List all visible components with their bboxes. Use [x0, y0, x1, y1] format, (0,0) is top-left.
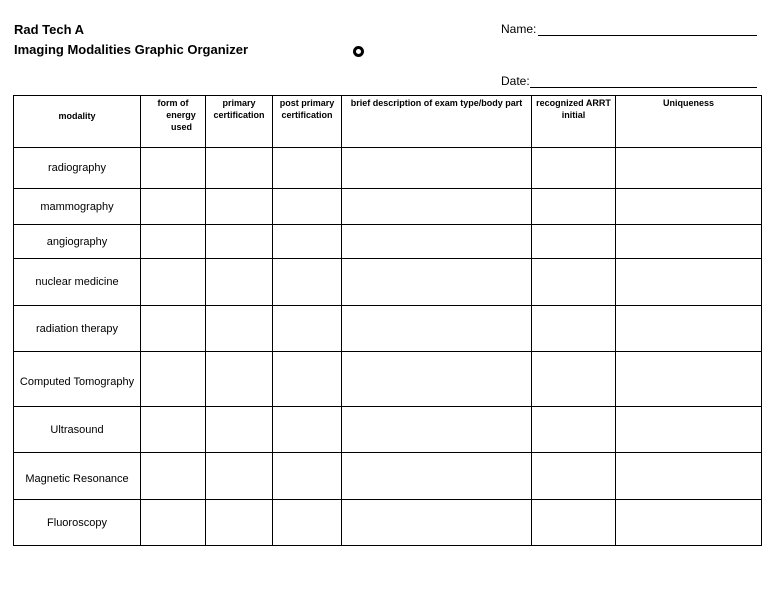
- table-row: [14, 225, 762, 259]
- blank-entry-cell[interactable]: [342, 500, 532, 546]
- blank-entry-cell[interactable]: [532, 453, 616, 500]
- blank-entry-cell[interactable]: [206, 352, 273, 407]
- blank-entry-cell[interactable]: [616, 352, 762, 407]
- modality-cell: mammography: [14, 189, 141, 225]
- table-row: [14, 306, 762, 352]
- blank-entry-cell[interactable]: [273, 225, 342, 259]
- blank-entry-cell[interactable]: [206, 225, 273, 259]
- document-subtitle: Imaging Modalities Graphic Organizer: [14, 42, 249, 57]
- blank-entry-cell[interactable]: [206, 453, 273, 500]
- blank-entry-cell[interactable]: [141, 225, 206, 259]
- column-header-form-of-energy: form of energy used: [141, 96, 206, 148]
- blank-entry-cell[interactable]: [273, 500, 342, 546]
- circle-icon: [353, 46, 364, 57]
- blank-entry-cell[interactable]: [616, 148, 762, 189]
- table-row: [14, 189, 762, 225]
- blank-entry-cell[interactable]: [616, 500, 762, 546]
- blank-entry-cell[interactable]: [141, 189, 206, 225]
- column-header-arrt-initial: recognized ARRT initial: [532, 96, 616, 148]
- blank-entry-cell[interactable]: [616, 453, 762, 500]
- column-header-post-primary-certification: post primary certification: [273, 96, 342, 148]
- blank-entry-cell[interactable]: [532, 352, 616, 407]
- blank-entry-cell[interactable]: [273, 259, 342, 306]
- blank-entry-cell[interactable]: [532, 306, 616, 352]
- blank-entry-cell[interactable]: [273, 352, 342, 407]
- blank-entry-cell[interactable]: [141, 453, 206, 500]
- column-header-primary-certification: primary certification: [206, 96, 273, 148]
- blank-entry-cell[interactable]: [206, 259, 273, 306]
- blank-entry-cell[interactable]: [141, 259, 206, 306]
- table-row: [14, 407, 762, 453]
- blank-entry-cell[interactable]: [616, 225, 762, 259]
- blank-entry-cell[interactable]: [532, 225, 616, 259]
- blank-entry-cell[interactable]: [342, 407, 532, 453]
- blank-entry-cell[interactable]: [273, 148, 342, 189]
- blank-entry-cell[interactable]: [206, 189, 273, 225]
- blank-entry-cell[interactable]: [141, 352, 206, 407]
- blank-entry-cell[interactable]: [616, 189, 762, 225]
- blank-entry-cell[interactable]: [206, 306, 273, 352]
- blank-entry-cell[interactable]: [273, 453, 342, 500]
- blank-entry-cell[interactable]: [206, 148, 273, 189]
- blank-entry-cell[interactable]: [532, 407, 616, 453]
- blank-entry-cell[interactable]: [141, 148, 206, 189]
- blank-entry-cell[interactable]: [532, 189, 616, 225]
- modality-cell: Fluoroscopy: [14, 500, 141, 546]
- modality-cell: radiography: [14, 148, 141, 189]
- column-header-uniqueness: Uniqueness: [616, 96, 762, 148]
- modality-cell: Computed Tomography: [14, 352, 141, 407]
- blank-entry-cell[interactable]: [342, 189, 532, 225]
- organizer-table: [13, 95, 762, 546]
- table-row: [14, 453, 762, 500]
- blank-entry-cell[interactable]: [342, 453, 532, 500]
- blank-entry-cell[interactable]: [342, 259, 532, 306]
- blank-entry-cell[interactable]: [342, 352, 532, 407]
- document-title: Rad Tech A: [14, 22, 85, 37]
- modality-cell: angiography: [14, 225, 141, 259]
- blank-entry-cell[interactable]: [342, 225, 532, 259]
- blank-entry-cell[interactable]: [616, 259, 762, 306]
- table-row: [14, 500, 762, 546]
- modality-cell: Magnetic Resonance: [14, 453, 141, 500]
- blank-entry-cell[interactable]: [206, 407, 273, 453]
- blank-entry-cell[interactable]: [616, 407, 762, 453]
- blank-entry-cell[interactable]: [141, 500, 206, 546]
- blank-entry-cell[interactable]: [616, 306, 762, 352]
- table-row: [14, 352, 762, 407]
- blank-entry-cell[interactable]: [206, 500, 273, 546]
- modality-cell: Ultrasound: [14, 407, 141, 453]
- header-row: [14, 96, 762, 148]
- table-row: [14, 148, 762, 189]
- date-field[interactable]: [530, 87, 757, 88]
- blank-entry-cell[interactable]: [532, 259, 616, 306]
- blank-entry-cell[interactable]: [342, 148, 532, 189]
- name-label: Name:: [501, 22, 537, 36]
- modality-cell: nuclear medicine: [14, 259, 141, 306]
- blank-entry-cell[interactable]: [273, 189, 342, 225]
- table-row: [14, 259, 762, 306]
- blank-entry-cell[interactable]: [342, 306, 532, 352]
- blank-entry-cell[interactable]: [532, 148, 616, 189]
- blank-entry-cell[interactable]: [141, 306, 206, 352]
- column-header-brief-description: brief description of exam type/body part: [342, 96, 532, 148]
- blank-entry-cell[interactable]: [532, 500, 616, 546]
- blank-entry-cell[interactable]: [273, 407, 342, 453]
- modality-cell: radiation therapy: [14, 306, 141, 352]
- blank-entry-cell[interactable]: [273, 306, 342, 352]
- column-header-modality: modality: [14, 96, 141, 148]
- date-label: Date:: [501, 74, 530, 88]
- name-field[interactable]: [538, 35, 757, 36]
- blank-entry-cell[interactable]: [141, 407, 206, 453]
